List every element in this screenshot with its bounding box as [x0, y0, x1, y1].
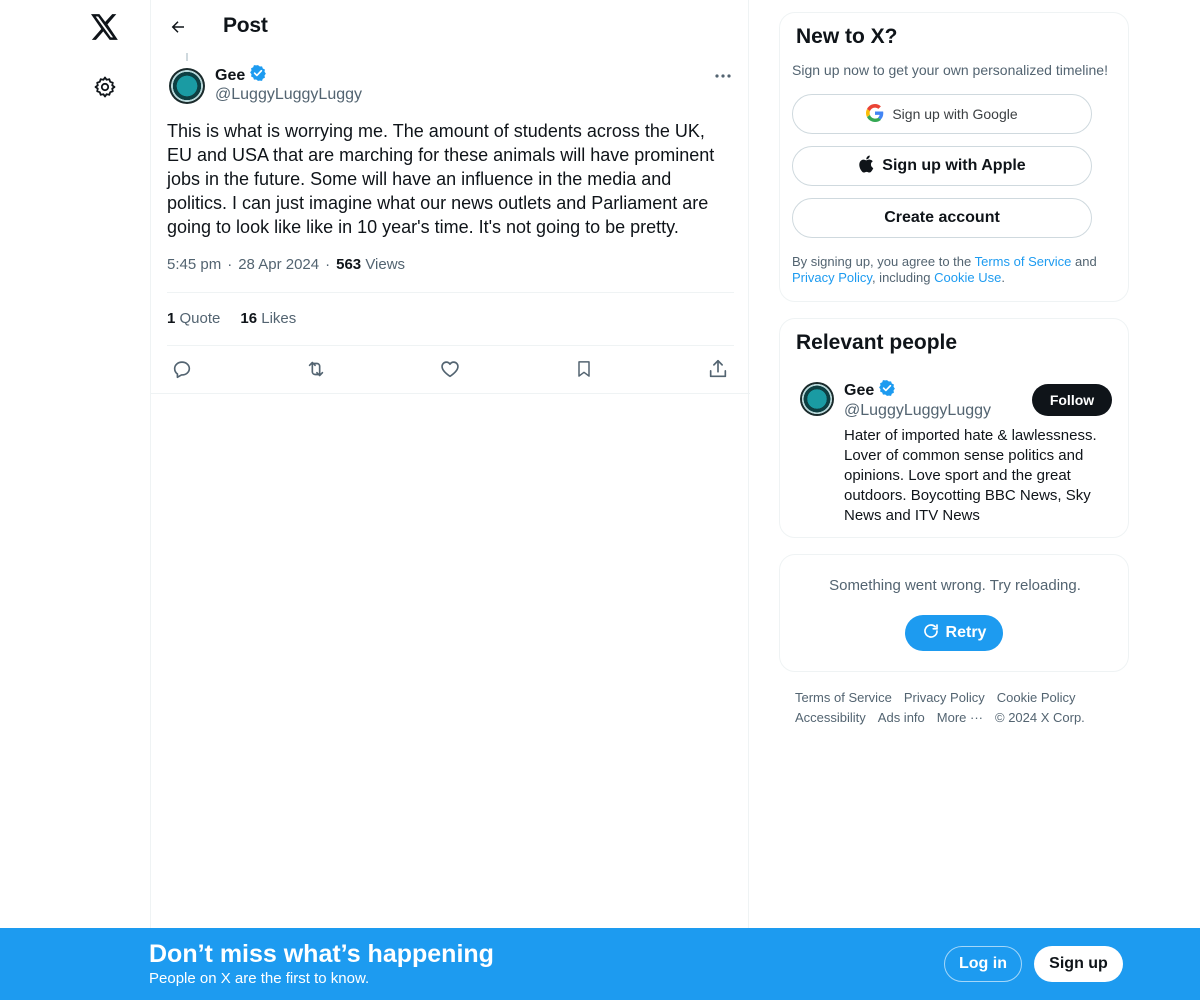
relevant-person-bio: Hater of imported hate & lawlessness. Lover of common sense politics and opinions. Love sport and the great outdoors. Boycotting BBC News, Sky News and ITV News [844, 427, 1097, 524]
author-handle[interactable]: @LuggyLuggyLuggy [215, 86, 363, 103]
relevant-people-card [779, 318, 1129, 538]
x-logo-icon[interactable] [88, 10, 122, 44]
signup-google-label: Sign up with Google [892, 106, 1018, 122]
bookmark-icon[interactable] [571, 356, 597, 382]
terms-link[interactable]: Terms of Service [974, 254, 1072, 269]
views-label: Views [365, 256, 406, 273]
post-time[interactable]: 5:45 pm [167, 256, 222, 273]
footer-terms-link[interactable]: Terms of Service [795, 690, 892, 705]
signup-card-title: New to X? [796, 25, 898, 48]
likes-label: Likes [261, 310, 297, 327]
thread-line [186, 53, 188, 61]
relevant-person-name[interactable]: Gee [844, 381, 875, 399]
divider [167, 292, 734, 293]
signup-google-button[interactable] [792, 94, 1092, 134]
verified-badge-icon [878, 379, 896, 402]
create-account-button[interactable] [792, 198, 1092, 238]
legal-including: , including [871, 270, 935, 285]
signup-card-subtitle: Sign up now to get your own personalized timeline! [792, 62, 1108, 78]
footer-privacy-link[interactable]: Privacy Policy [903, 690, 985, 705]
post-text: This is what is worrying me. The amount of students across the UK, EU and USA that are marching for these animals will have prominent jobs in the future. Some will have an influence in the media and politics. I can just imagine what our news outlets and Parliament are going to look like like in 10 year's time. It's not going to be pretty. [167, 121, 715, 237]
post-stats [167, 310, 296, 327]
meta-separator: · [227, 256, 233, 273]
quote-label: Quote [179, 310, 221, 327]
footer-ads-link[interactable]: Ads info [877, 710, 925, 725]
footer-accessibility-link[interactable]: Accessibility [795, 710, 866, 725]
footer-links [795, 688, 1115, 728]
divider [151, 393, 750, 394]
retry-button[interactable] [905, 615, 1003, 651]
views-count: 563 [336, 256, 362, 273]
relevant-people-title: Relevant people [796, 331, 958, 354]
post-actions [167, 356, 734, 382]
avatar[interactable] [800, 382, 834, 416]
apple-logo-icon [858, 155, 874, 178]
retry-label: Retry [945, 624, 987, 641]
legal-prefix: By signing up, you agree to the [792, 254, 975, 269]
relevant-person-handle[interactable]: @LuggyLuggyLuggy [844, 402, 992, 419]
verified-badge-icon [249, 64, 267, 87]
legal-end: . [1001, 270, 1005, 285]
post-date[interactable]: 28 Apr 2024 [238, 256, 320, 273]
relevant-person-name-row [844, 379, 896, 402]
error-message: Something went wrong. Try reloading. [829, 577, 1081, 594]
bottom-bar-title: Don’t miss what’s happening [149, 940, 494, 968]
signup-legal-text [792, 254, 1112, 286]
signup-button[interactable]: Sign up [1034, 946, 1123, 982]
page-title: Post [223, 14, 268, 37]
error-card [779, 554, 1129, 672]
author-name-row [215, 64, 267, 87]
repost-icon[interactable] [303, 356, 329, 382]
google-logo-icon [866, 104, 884, 125]
footer-cookie-link[interactable]: Cookie Policy [996, 690, 1076, 705]
signup-apple-button[interactable] [792, 146, 1092, 186]
left-nav [0, 0, 150, 1000]
main-column [150, 0, 749, 1000]
gear-icon[interactable] [90, 72, 120, 102]
login-button[interactable]: Log in [944, 946, 1022, 982]
quote-stat[interactable] [167, 310, 220, 327]
quote-count: 1 [167, 310, 176, 327]
share-icon[interactable] [705, 356, 731, 382]
likes-stat[interactable] [240, 310, 296, 327]
post-meta [167, 256, 405, 273]
more-options-icon[interactable] [711, 64, 735, 88]
author-avatar[interactable] [169, 68, 205, 104]
meta-separator: · [325, 256, 331, 273]
create-account-label: Create account [884, 209, 1000, 226]
author-name[interactable]: Gee [215, 66, 246, 84]
footer-copyright: © 2024 X Corp. [995, 710, 1085, 725]
back-arrow-icon[interactable] [163, 12, 193, 42]
post-header [151, 0, 748, 54]
footer-more-link[interactable]: More ··· [936, 710, 983, 725]
like-heart-icon[interactable] [437, 356, 463, 382]
signup-apple-label: Sign up with Apple [882, 157, 1026, 174]
legal-and: and [1071, 254, 1097, 269]
signup-card [779, 12, 1129, 302]
cookie-use-link[interactable]: Cookie Use [934, 270, 1002, 285]
likes-count: 16 [240, 310, 258, 327]
privacy-link[interactable]: Privacy Policy [792, 270, 872, 285]
follow-button[interactable]: Follow [1032, 384, 1112, 416]
bottom-signup-bar [0, 928, 1200, 1000]
bottom-bar-subtitle: People on X are the first to know. [149, 970, 370, 987]
divider [167, 345, 734, 346]
reply-icon[interactable] [169, 356, 195, 382]
refresh-icon [922, 622, 940, 645]
